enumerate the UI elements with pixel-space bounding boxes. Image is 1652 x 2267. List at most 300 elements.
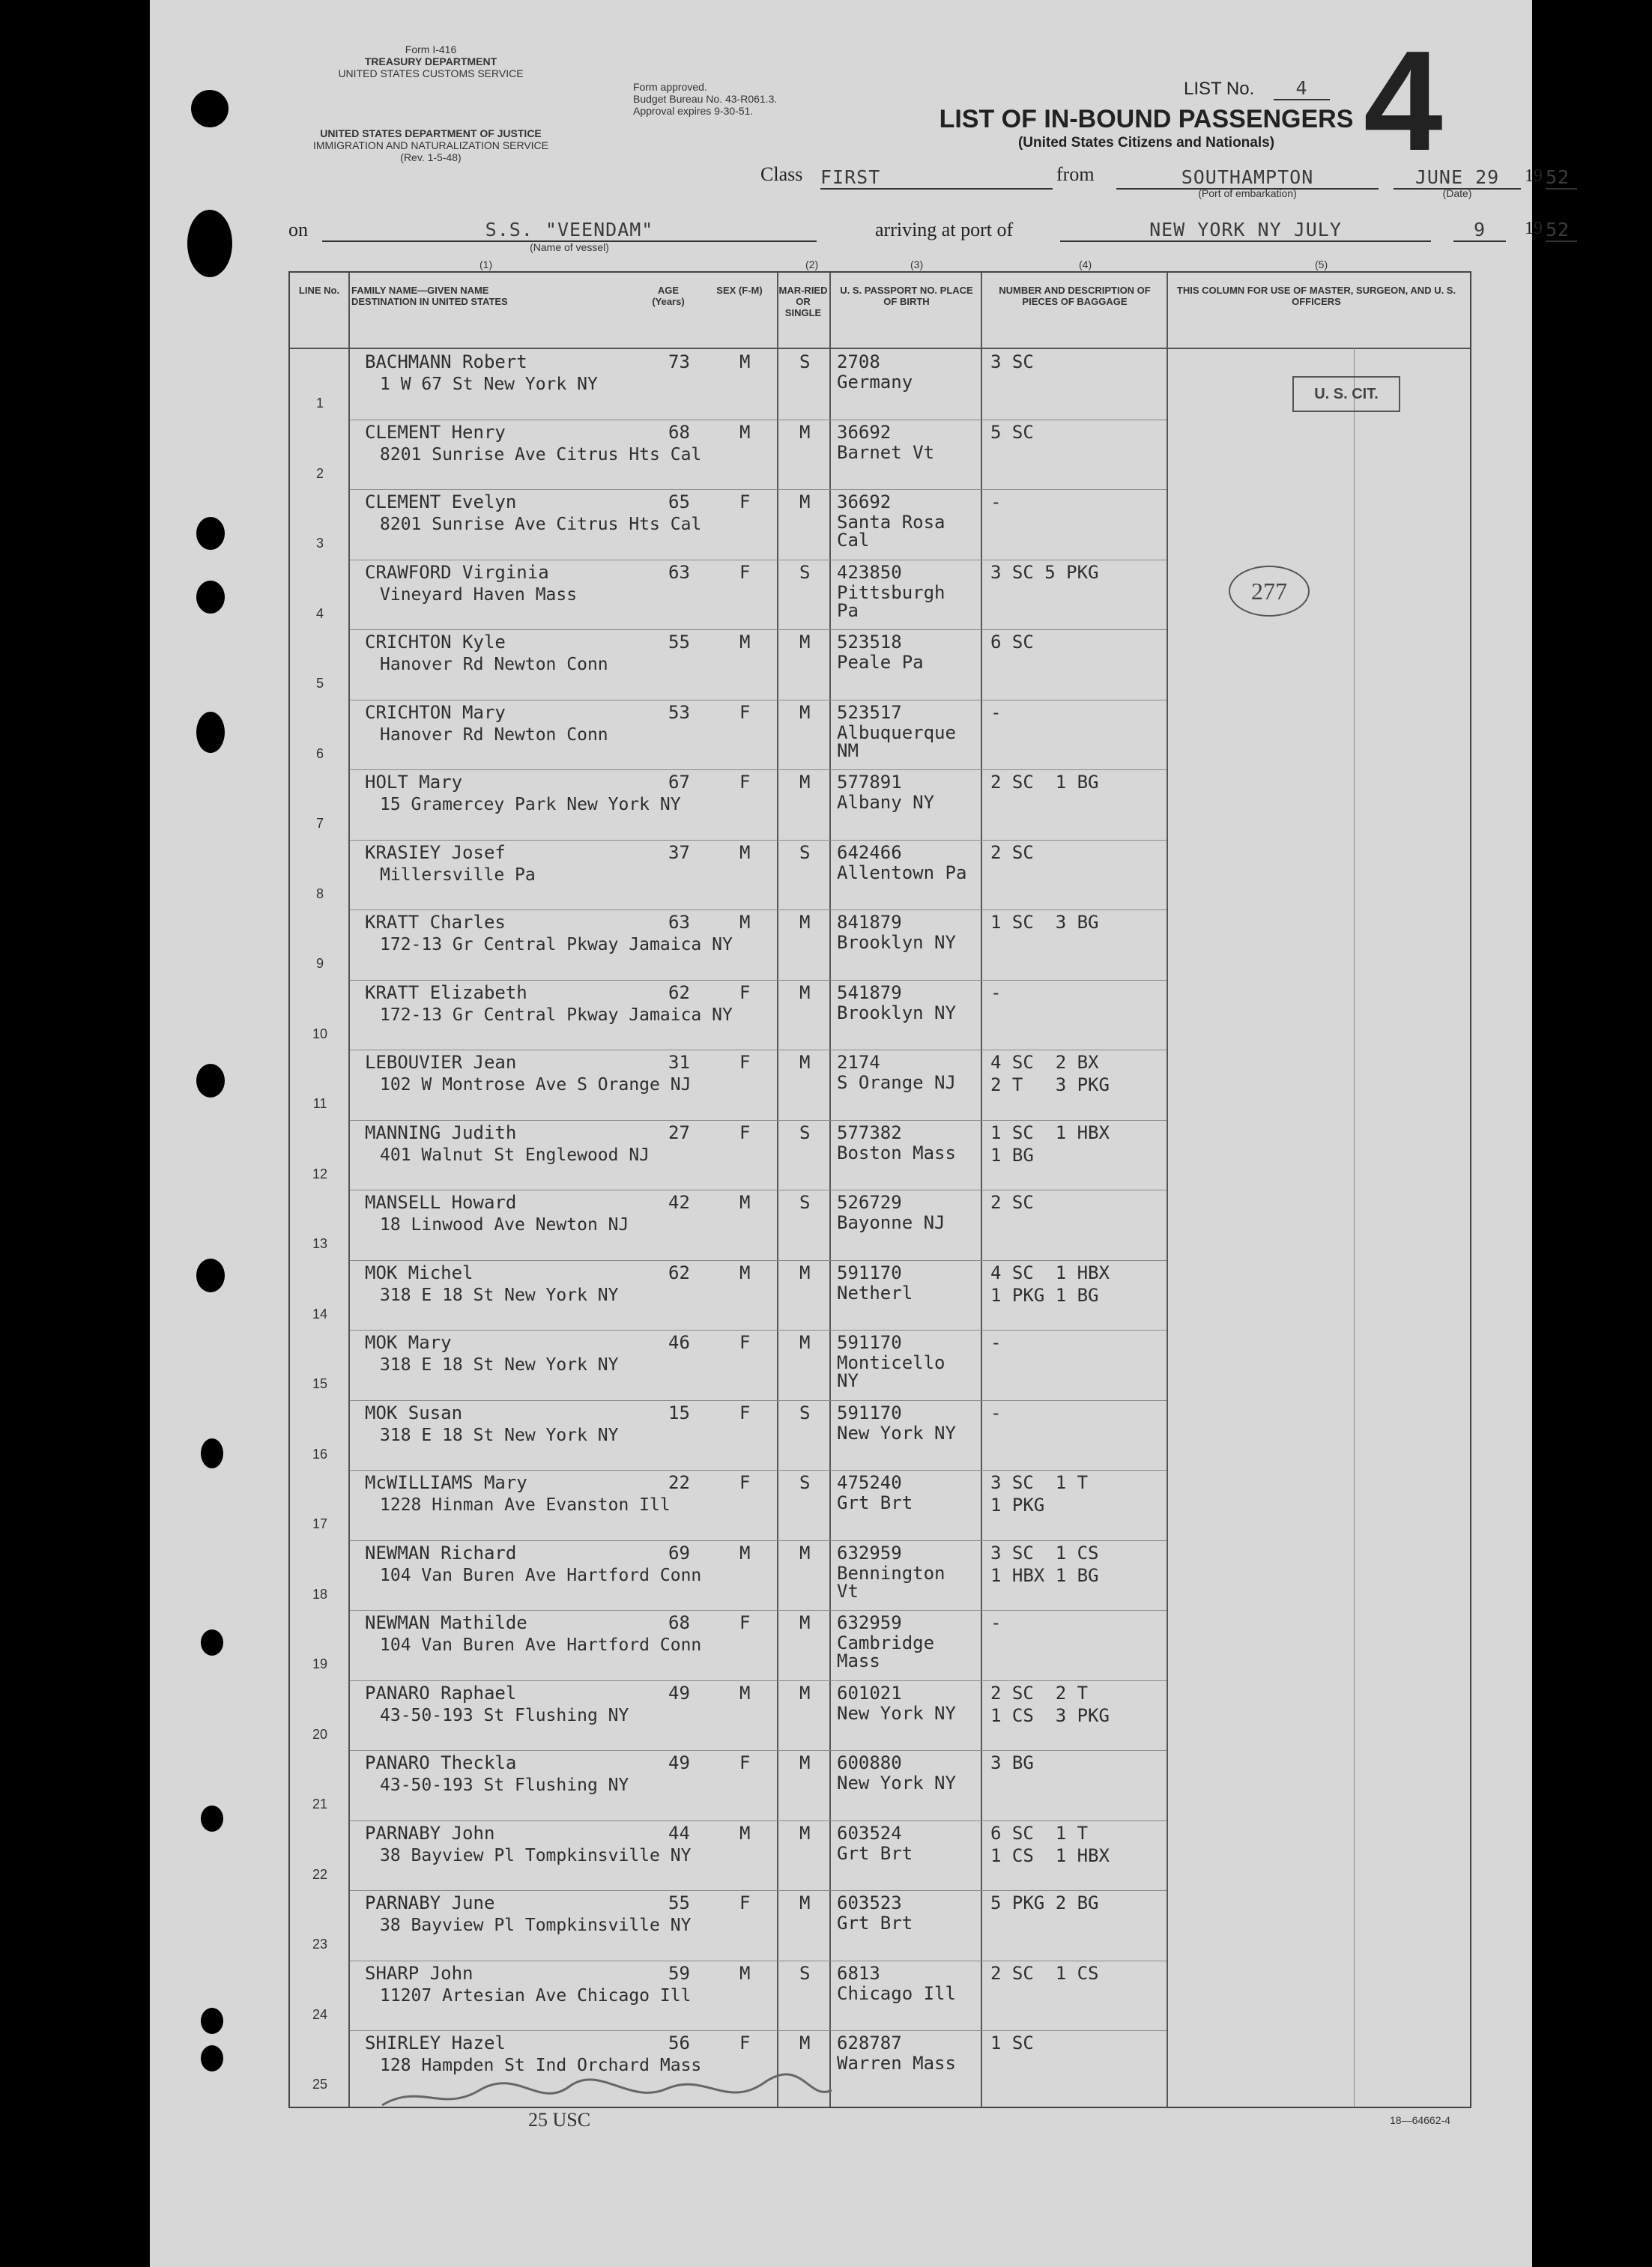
age: 56 [668,2033,690,2053]
passenger-name: CRICHTON Kyle [365,632,506,653]
age: 55 [668,1892,690,1913]
passenger-name: KRATT Charles [365,912,506,933]
marital-status: M [799,912,811,933]
destination: 8201 Sunrise Ave Citrus Hts Cal [380,444,702,464]
destination: Millersville Pa [380,865,536,885]
age: 69 [668,1542,690,1564]
baggage: - [990,491,1002,512]
destination: 38 Bayview Pl Tompkinsville NY [380,1916,692,1935]
line-number: 25 [312,2077,328,2092]
age: 63 [668,912,690,933]
sex: F [739,491,751,512]
place-of-birth: Grt Brt [837,1913,913,1934]
passport-number: 601021 [837,1682,902,1704]
destination: 104 Van Buren Ave Hartford Conn [380,1565,702,1585]
arriving-port: NEW YORK NY JULY [1060,219,1431,242]
destination: 1228 Hinman Ave Evanston Ill [380,1495,671,1515]
passenger-name: SHARP John [365,1962,473,1984]
passport-number: 628787 [837,2033,902,2053]
line-number: 16 [312,1446,328,1462]
sex: F [739,1892,751,1913]
sex: M [739,1682,751,1704]
marital-status: S [799,561,811,583]
baggage: 4 SC 2 BX [990,1052,1099,1073]
revision-label: (Rev. 1-5-48) [400,151,462,163]
place-of-birth: Brooklyn NY [837,1002,956,1023]
customs-label: UNITED STATES CUSTOMS SERVICE [338,67,524,79]
passenger-name: PARNABY June [365,1892,495,1913]
age: 46 [668,1332,690,1353]
sex: F [739,1402,751,1423]
sex: M [739,1962,751,1984]
approval-block [633,81,828,117]
age: 73 [668,351,690,372]
baggage: 1 SC [990,2033,1034,2053]
age: 49 [668,1752,690,1773]
header-married: MAR-RIED OR SINGLE [778,285,828,318]
passenger-name: NEWMAN Mathilde [365,1612,527,1633]
list-title: LIST OF IN-BOUND PASSENGERS [939,105,1354,133]
place-of-birth: Allentown Pa [837,862,967,883]
marital-status: M [799,1542,811,1564]
list-no-label: LIST No. [1184,79,1255,99]
passport-number: 642466 [837,841,902,863]
passenger-name: CLEMENT Evelyn [365,491,517,512]
destination: 318 E 18 St New York NY [380,1285,619,1305]
marital-status: M [799,1332,811,1353]
place-of-birth: Grt Brt [837,1842,913,1864]
handwritten-signature [375,2068,839,2120]
approval-line: Form approved. [633,81,707,93]
baggage: 2 T 3 PKG [990,1074,1110,1095]
passenger-name: CLEMENT Henry [365,421,506,443]
marital-status: M [799,491,811,512]
baggage: - [990,981,1002,1003]
place-of-birth: Brooklyn NY [837,932,956,953]
line-number: 12 [312,1166,328,1181]
age: 67 [668,772,690,793]
place-of-birth: Bennington Vt [837,1562,945,1602]
passenger-name: MANNING Judith [365,1122,517,1143]
passenger-name: HOLT Mary [365,772,463,793]
sex: M [739,841,751,863]
destination: 318 E 18 St New York NY [380,1425,619,1445]
table-row [290,1540,1470,1611]
form-number: Form I-416 [405,43,457,55]
baggage: 1 BG [990,1144,1034,1166]
baggage: 1 CS 3 PKG [990,1704,1110,1726]
destination: 18 Linwood Ave Newton NJ [380,1215,629,1235]
passenger-name: MOK Susan [365,1402,463,1423]
punch-hole [201,1629,223,1656]
place-of-birth: Barnet Vt [837,441,935,463]
passenger-name: KRATT Elizabeth [365,981,527,1003]
sex: F [739,1122,751,1143]
line-number: 8 [315,886,324,901]
age: 15 [668,1402,690,1423]
arriving-year: 52 [1546,219,1577,242]
sex: M [739,351,751,372]
sex: F [739,2033,751,2053]
marital-status: S [799,1962,811,1984]
sex: M [739,1192,751,1213]
passport-number: 6813 [837,1962,880,1984]
line-number: 23 [312,1937,328,1952]
age: 62 [668,981,690,1003]
marital-status: M [799,1612,811,1633]
marital-status: S [799,351,811,372]
col-number: (5) [1315,258,1328,270]
baggage: 6 SC [990,632,1034,653]
vessel-name: S.S. "VEENDAM" [322,219,817,242]
marital-status: M [799,1822,811,1844]
table-row [290,840,1470,910]
line-number: 1 [315,396,324,411]
passenger-name: LEBOUVIER Jean [365,1052,517,1073]
table-row [290,629,1470,700]
passenger-name: KRASIEY Josef [365,841,506,863]
destination: 43-50-193 St Flushing NY [380,1776,629,1795]
marital-status: S [799,841,811,863]
place-of-birth: Warren Mass [837,2053,956,2074]
place-of-birth: Bayonne NJ [837,1212,945,1233]
baggage: 1 PKG [990,1495,1045,1516]
port-caption: (Port of embarkation) [1198,187,1297,199]
table-row [290,1260,1470,1331]
place-of-birth: Cambridge Mass [837,1632,935,1671]
place-of-birth: New York NY [837,1422,956,1444]
sex: M [739,912,751,933]
destination: 15 Gramercey Park New York NY [380,795,681,814]
table-row [290,700,1470,770]
table-row [290,1050,1470,1120]
baggage: 2 SC 2 T [990,1682,1089,1704]
baggage: 3 SC 5 PKG [990,561,1099,583]
destination: 104 Van Buren Ave Hartford Conn [380,1635,702,1655]
sex: F [739,1052,751,1073]
sex: F [739,701,751,723]
line-number: 15 [312,1376,328,1391]
circled-number: 277 [1229,566,1310,617]
table-row [290,1120,1470,1190]
line-number: 6 [315,745,324,761]
list-no-value: 4 [1274,77,1330,100]
punch-hole [196,581,225,614]
table-row [290,1190,1470,1260]
header-family: FAMILY NAME—GIVEN NAME DESTINATION IN UNITED STATES [351,285,508,307]
age: 62 [668,1262,690,1283]
line-number: 11 [312,1096,327,1111]
passenger-name: CRICHTON Mary [365,701,506,723]
table-row [290,769,1470,840]
col-number: (4) [1079,258,1092,270]
baggage: 2 SC [990,1192,1034,1213]
baggage: 5 PKG 2 BG [990,1892,1099,1913]
passport-number: 577891 [837,772,902,793]
justice-label: UNITED STATES DEPARTMENT OF JUSTICE [320,127,542,139]
destination: 8201 Sunrise Ave Citrus Hts Cal [380,515,702,534]
treasury-label: TREASURY DEPARTMENT [364,55,497,67]
line-number: 24 [312,2006,328,2022]
passport-number: 36692 [837,491,892,512]
destination: 102 W Montrose Ave S Orange NJ [380,1075,692,1095]
marital-status: S [799,1472,811,1493]
line-number: 4 [315,605,324,621]
destination: Vineyard Haven Mass [380,584,578,605]
table-row [290,980,1470,1050]
baggage: 3 SC [990,351,1034,372]
sex: F [739,1752,751,1773]
place-of-birth: Germany [837,372,913,393]
passport-number: 2708 [837,351,880,372]
punch-hole [191,90,229,127]
class-label: Class [760,163,803,185]
line-number: 7 [315,816,324,831]
baggage: 2 SC 1 CS [990,1962,1099,1984]
line-number: 17 [312,1516,328,1531]
table-row [290,1680,1470,1751]
from-label: from [1056,163,1095,185]
destination: 172-13 Gr Central Pkway Jamaica NY [380,1005,733,1025]
table-row [290,909,1470,980]
arriving-day: 9 [1453,219,1506,242]
marital-status: M [799,701,811,723]
place-of-birth: Boston Mass [837,1142,956,1163]
baggage: - [990,1332,1002,1353]
marital-status: M [799,1752,811,1773]
passport-number: 577382 [837,1122,902,1143]
vessel-caption: (Name of vessel) [530,241,609,253]
line-number: 22 [312,1866,328,1882]
line-number: 14 [312,1306,328,1322]
col-number: (3) [910,258,924,270]
passenger-name: MOK Mary [365,1332,452,1353]
passenger-name: BACHMANN Robert [365,351,527,372]
approval-line: Approval expires 9-30-51. [633,105,754,117]
baggage: 4 SC 1 HBX [990,1262,1110,1283]
line-number: 18 [312,1586,328,1602]
punch-hole [196,1259,225,1292]
age: 42 [668,1192,690,1213]
class-value: FIRST [820,166,1053,190]
baggage: 6 SC 1 T [990,1822,1089,1844]
passenger-name: MOK Michel [365,1262,473,1283]
table-row [290,1890,1470,1961]
passport-number: 632959 [837,1542,902,1564]
sex: M [739,632,751,653]
age: 68 [668,421,690,443]
table-row [290,420,1470,490]
punch-hole [196,517,225,550]
print-number: 18—64662-4 [1390,2114,1450,2126]
passenger-name: PANARO Theckla [365,1752,517,1773]
age: 49 [668,1682,690,1704]
line-number: 3 [315,536,324,551]
age: 63 [668,561,690,583]
marital-status: S [799,1192,811,1213]
sex: M [739,1542,751,1564]
baggage: 3 SC 1 CS [990,1542,1099,1564]
col-number: (1) [479,258,493,270]
sex: M [739,1822,751,1844]
passport-number: 475240 [837,1472,902,1493]
form-dept-block [322,43,539,79]
embark-date: JUNE 29 [1394,166,1521,190]
passport-number: 36692 [837,421,892,443]
header-passport: U. S. PASSPORT NO. PLACE OF BIRTH [840,285,973,307]
passport-number: 523518 [837,632,902,653]
passport-number: 526729 [837,1192,902,1213]
list-subtitle: (United States Citizens and Nationals) [1017,135,1275,151]
punch-hole [201,2045,223,2071]
baggage: - [990,701,1002,723]
destination: 11207 Artesian Ave Chicago Ill [380,1985,692,2006]
sex: F [739,981,751,1003]
age: 44 [668,1822,690,1844]
passport-number: 603524 [837,1822,902,1844]
arriving-label: arriving at port of [875,219,1014,240]
marital-status: M [799,2033,811,2053]
passenger-name: NEWMAN Richard [365,1542,517,1564]
passport-number: 841879 [837,912,902,933]
passport-number: 591170 [837,1262,902,1283]
age: 65 [668,491,690,512]
punch-hole [196,1064,225,1098]
place-of-birth: New York NY [837,1773,956,1794]
footer-code: 25 USC [528,2109,591,2131]
marital-status: M [799,632,811,653]
marital-status: M [799,1682,811,1704]
age: 53 [668,701,690,723]
passenger-name: PARNABY John [365,1822,495,1844]
place-of-birth: Pittsburgh Pa [837,581,945,621]
punch-hole [196,712,225,753]
table-row [290,1400,1470,1471]
age: 27 [668,1122,690,1143]
passport-number: 600880 [837,1752,902,1773]
approval-line: Budget Bureau No. 43-R061.3. [633,93,778,105]
big-list-number: 4 [1364,22,1443,181]
place-of-birth: Albany NY [837,792,935,813]
passenger-name: McWILLIAMS Mary [365,1472,527,1493]
place-of-birth: S Orange NJ [837,1072,956,1093]
ins-label: IMMIGRATION AND NATURALIZATION SERVICE [313,139,548,151]
marital-status: M [799,1262,811,1283]
passport-number: 541879 [837,981,902,1003]
year-prefix: 19 [1525,166,1543,186]
table-row [290,1961,1470,2031]
line-number: 20 [312,1726,328,1742]
line-number: 10 [312,1026,328,1041]
passport-number: 632959 [837,1612,902,1633]
sex: F [739,561,751,583]
baggage: 2 SC [990,841,1034,863]
justice-block [281,127,581,163]
age: 55 [668,632,690,653]
passenger-name: CRAWFORD Virginia [365,561,549,583]
line-number: 2 [315,465,324,481]
destination: 1 W 67 St New York NY [380,375,598,394]
passport-number: 603523 [837,1892,902,1913]
date-caption: (Date) [1442,187,1472,199]
table-row [290,489,1470,560]
marital-status: M [799,772,811,793]
destination: 318 E 18 St New York NY [380,1355,619,1375]
sex: F [739,1472,751,1493]
place-of-birth: Netherl [837,1282,913,1304]
destination: 172-13 Gr Central Pkway Jamaica NY [380,935,733,954]
header-age: AGE (Years) [652,285,685,307]
table-row [290,1610,1470,1680]
marital-status: S [799,1122,811,1143]
age: 59 [668,1962,690,1984]
place-of-birth: Monticello NY [837,1352,945,1391]
marital-status: M [799,421,811,443]
sex: F [739,1612,751,1633]
line-number: 21 [312,1797,328,1812]
destination: 38 Bayview Pl Tompkinsville NY [380,1845,692,1865]
sex: M [739,1262,751,1283]
destination: Hanover Rd Newton Conn [380,655,608,674]
sex: F [739,1332,751,1353]
age: 31 [668,1052,690,1073]
destination: 401 Walnut St Englewood NJ [380,1145,650,1165]
table-row [290,1750,1470,1820]
sex: F [739,772,751,793]
punch-hole [201,1806,223,1832]
place-of-birth: New York NY [837,1702,956,1724]
manifest-sheet [150,0,1570,2267]
table-row [290,1470,1470,1540]
age: 37 [668,841,690,863]
punch-hole [187,210,232,277]
destination: Hanover Rd Newton Conn [380,724,608,745]
line-number: 13 [312,1236,328,1251]
table-row [290,1820,1470,1891]
passenger-name: PANARO Raphael [365,1682,517,1704]
baggage: 5 SC [990,421,1034,443]
col-number: (2) [805,258,819,270]
place-of-birth: Chicago Ill [837,1982,956,2004]
sex: M [739,421,751,443]
passport-number: 523517 [837,701,902,723]
marital-status: M [799,981,811,1003]
baggage: 3 SC 1 T [990,1472,1089,1493]
us-citizen-stamp: U. S. CIT. [1292,376,1400,412]
header-baggage: NUMBER AND DESCRIPTION OF PIECES OF BAGGAGE [999,285,1151,307]
place-of-birth: Santa Rosa Cal [837,512,945,551]
destination: 43-50-193 St Flushing NY [380,1705,629,1725]
port-of-embarkation: SOUTHAMPTON [1116,166,1379,190]
marital-status: M [799,1892,811,1913]
punch-hole [201,1438,223,1468]
header-sex: SEX (F-M) [716,285,763,296]
baggage: 1 SC 1 HBX [990,1122,1110,1143]
marital-status: M [799,1052,811,1073]
line-number: 9 [315,956,324,971]
destination: 128 Hampden St Ind Orchard Mass [380,2056,702,2075]
place-of-birth: Grt Brt [837,1492,913,1513]
line-number: 19 [312,1656,328,1671]
baggage: 1 PKG 1 BG [990,1284,1099,1306]
header-officers: THIS COLUMN FOR USE OF MASTER, SURGEON, AND U. S. OFFICERS [1176,285,1456,307]
baggage: - [990,1402,1002,1423]
place-of-birth: Albuquerque NM [837,721,956,761]
arriving-year-prefix: 19 [1525,219,1543,238]
baggage: 1 CS 1 HBX [990,1844,1110,1866]
passenger-table [288,271,1471,2108]
passport-number: 423850 [837,561,902,583]
